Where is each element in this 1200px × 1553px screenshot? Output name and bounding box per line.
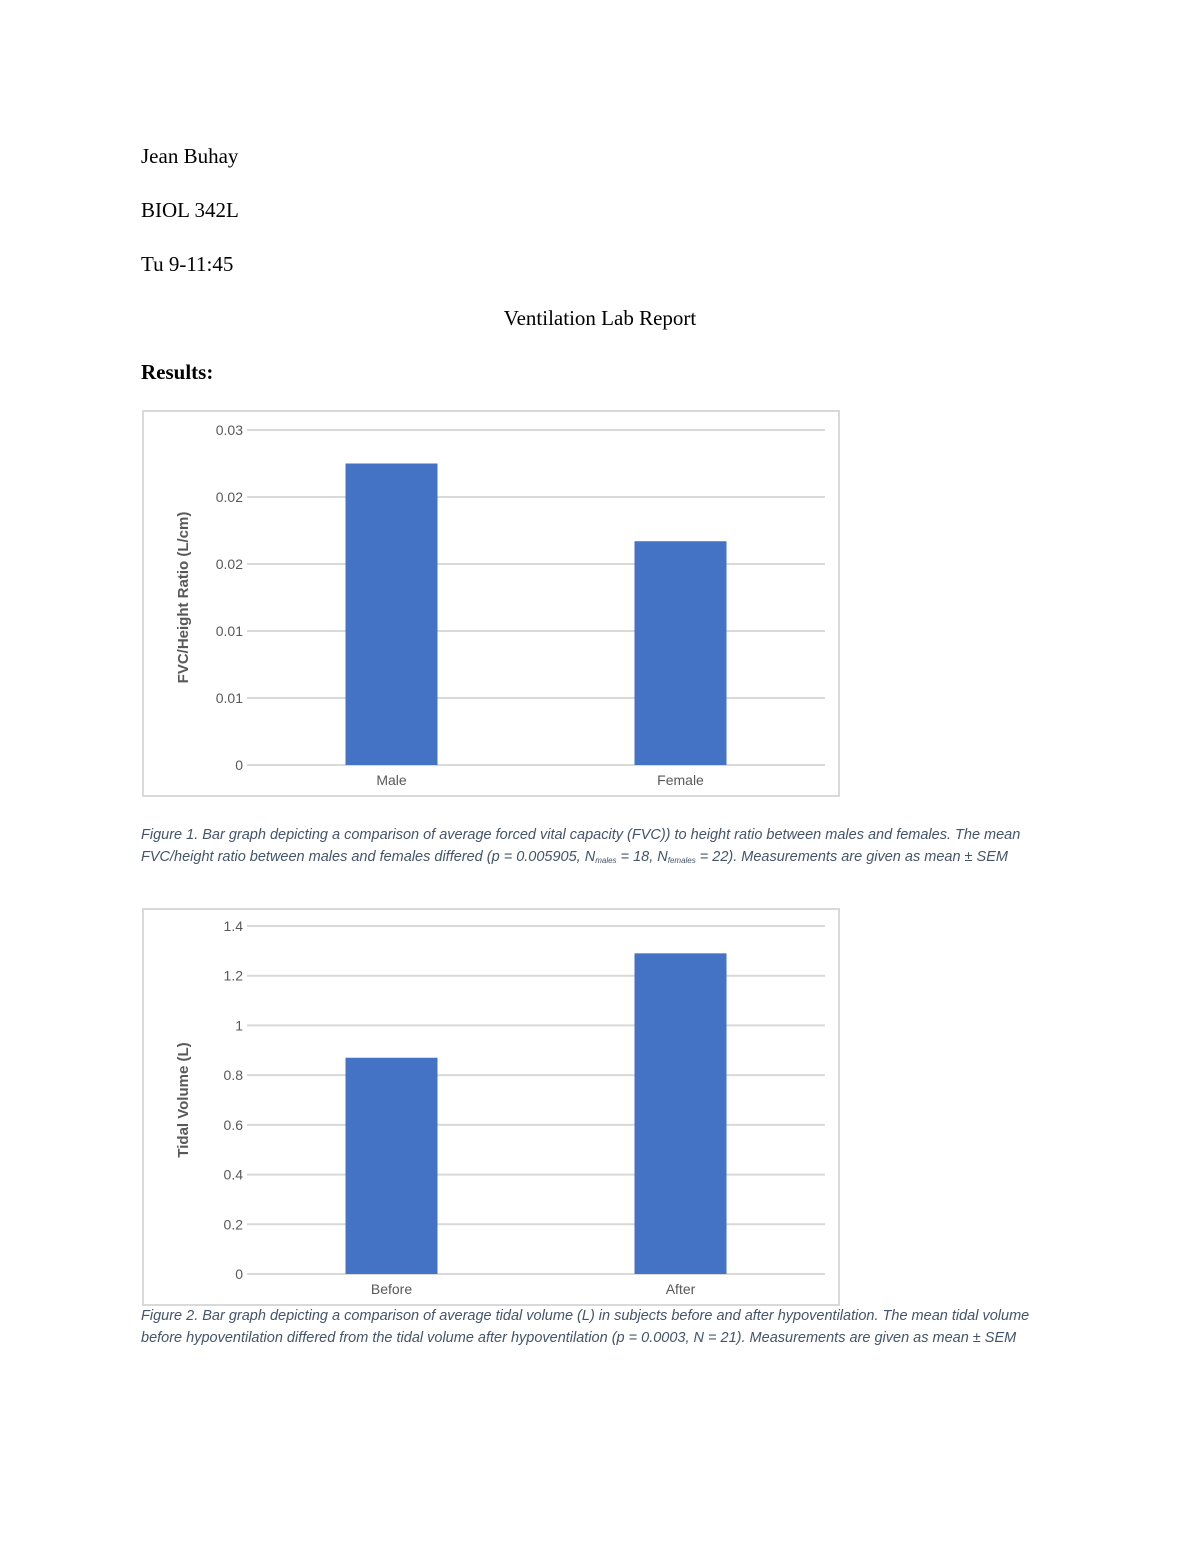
bar-female: [635, 541, 727, 765]
y-tick-label: 1: [235, 1017, 243, 1034]
x-tick-label: Before: [370, 1281, 413, 1297]
y-tick-label: 0.01: [215, 623, 243, 639]
x-tick-label: Male: [376, 772, 407, 788]
chart-1-frame: [142, 410, 840, 797]
bar-before: [346, 1058, 438, 1274]
y-tick-label: 0: [235, 757, 243, 773]
y-tick-label: 0.03: [215, 422, 243, 438]
y-tick-label: 0.4: [223, 1166, 243, 1183]
chart-2-frame: [142, 908, 840, 1306]
figure-1-caption-subscript-females: females: [667, 855, 696, 865]
author-name: Jean Buhay: [141, 144, 239, 168]
y-tick-label: 0: [235, 1266, 243, 1282]
y-tick-label: 1.2: [223, 967, 243, 984]
bar-male: [346, 464, 438, 766]
x-tick-label: After: [665, 1281, 696, 1297]
y-tick-label: 0.02: [215, 556, 243, 572]
y-tick-label: 0.01: [215, 690, 243, 706]
class-session: Tu 9-11:45: [141, 252, 234, 276]
tidal-volume-bar-chart: [144, 910, 838, 1304]
y-tick-label: 0.8: [223, 1067, 243, 1084]
y-tick-label: 0.2: [223, 1216, 243, 1233]
figure-1-caption: [141, 825, 1061, 871]
y-axis-title: FVC/Height Ratio (L/cm): [175, 511, 192, 684]
figure-1-caption-subscript-males: males: [595, 855, 617, 865]
figure-1-caption-text-3: = 22). Measurements are given as mean ± SEM: [695, 848, 1008, 865]
bar-after: [635, 953, 727, 1274]
results-heading: Results:: [141, 360, 214, 384]
figure-1-caption-text: Figure 1. Bar graph depicting a comparison of average forced vital capacity (FVC)) to height ratio between males and females. The mean FVC/height ratio between males and females differed (p = 0.005905, N: [141, 827, 1021, 865]
y-tick-label: 1.4: [223, 918, 243, 934]
figure-2-caption: Figure 2. Bar graph depicting a comparison of average tidal volume (L) in subjects before and after hypoventilation. The mean tidal volume before hypoventilation differed from the tidal volume after hypoventilation (p = 0.0003, N = 21). Measurements are given as mean ± SEM: [141, 1308, 1030, 1346]
document-title: Ventilation Lab Report: [503, 306, 697, 330]
y-axis-title: Tidal Volume (L): [175, 1042, 192, 1158]
figure-1-caption-text-2: = 18, N: [616, 848, 668, 865]
x-tick-label: Female: [657, 772, 704, 788]
y-tick-label: 0.02: [215, 489, 243, 505]
y-tick-label: 0.6: [223, 1116, 243, 1133]
course-code: BIOL 342L: [141, 198, 239, 222]
fvc-height-bar-chart: [144, 412, 838, 795]
